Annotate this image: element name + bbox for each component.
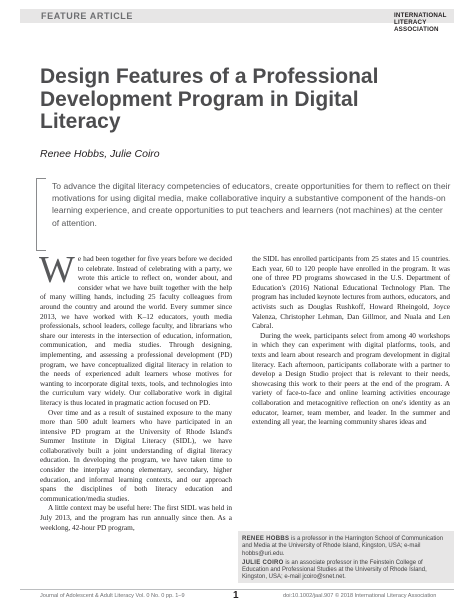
logo-line: ASSOCIATION <box>394 26 439 33</box>
article-title: Design Features of a Professional Development Program in Digital Literacy <box>40 65 379 133</box>
bio-name: RENEE HOBBS <box>242 536 290 542</box>
logo-line: INTERNATIONAL <box>394 12 447 19</box>
doi-copyright: doi:10.1002/jaal.907 © 2018 International Literacy Association <box>283 593 437 599</box>
section-label: FEATURE ARTICLE <box>41 11 133 21</box>
journal-citation: Journal of Adolescent & Adult Literacy Vol. 0 No. 0 pp. 1–9 <box>40 593 185 599</box>
left-column <box>39 249 232 532</box>
ila-logo <box>394 12 454 33</box>
paragraph-text: e had been together for five years before we decided to celebrate. Instead of celebrating with a party, we wrote this article to reflect on, wonder about, and consider what we have built together with the help of many willing hands, including 25 faculty colleagues from around the country and around the world. Every summer since 2013, we have worked with K–12 educators, youth media professionals, school leaders, college faculty, and librarians who share our interests in the intersection of education, information, communication, and media studies. Through designing, implementing, and assessing a professional development (PD) program, we have conceptualized digital literacy in relation to the needs of experienced adult learners whose motives for wanting to incorporate digital texts, tools, and technologies into the curriculum vary widely. Our collaborative work in digital literacy is thus located in pragmatic action focused on PD. <box>40 254 232 407</box>
page-number: 1 <box>233 590 239 601</box>
bio-text: is a professor in the Harrington School of Communication and Media at the University of Rhode Island, Kingston, USA; e-mail hobbs@uri.edu. <box>242 536 444 557</box>
author-bio <box>242 560 447 582</box>
bio-text: is an associate professor in the Feinstein College of Education and Professional Studies at the University of Rhode Island, Kingston, USA; e-mail jcoiro@snet.net. <box>242 559 427 581</box>
body-paragraph: A little context may be useful here: The first SIDL was held in July 2013, and the program has run annually since then. As a weeklong, 42-hour PD program, <box>40 503 232 532</box>
logo-line: LITERACY <box>394 19 427 26</box>
author-bio <box>242 536 447 558</box>
bio-name: JULIE COIRO <box>242 559 284 566</box>
article-authors: Renee Hobbs, Julie Coiro <box>40 148 160 160</box>
author-bios <box>242 536 447 584</box>
abstract: To advance the digital literacy competencies of educators, create opportunities for them to reflect on their motivations for using digital media, make collaborative inquiry a substantive component of the hands-on learning experience, and create opportunities to put teachers and learners (not machines) at the center of attention. <box>52 181 451 228</box>
drop-cap: W <box>39 249 75 291</box>
right-column <box>252 254 450 427</box>
body-paragraph: the SIDL has enrolled participants from 25 states and 15 countries. Each year, 60 to 120 people have enrolled in the program. It was one of three PD programs showcased in the U.S. Department of Education's (2016) National Educational Technology Plan. The program has included keynote lectures from authors, educators, and activists such as Douglas Rushkoff, Howard Rheingold, Joyce Valenza, Christopher Lehman, Dan Gillmor, and Nuala and Len Cabral. <box>252 254 450 331</box>
body-paragraph: During the week, participants select from among 40 workshops in which they can experiment with digital platforms, tools, and texts and learn about research and program development in digital literacy. Each afternoon, participants collaborate with a partner to develop a Design Studio project that is relevant to their needs, showcasing this work to their peers at the end of the program. A variety of face-to-face and online learning activities encourage collaboration and metacognitive reflection on one's identity as an educator, learner, team member, and leader. In the summer and extending all year, the learning community shares ideas and <box>252 330 450 427</box>
body-paragraph <box>39 249 232 408</box>
abstract-bracket <box>36 178 46 251</box>
body-paragraph: Over time and as a result of sustained exposure to the many more than 500 adult learners who have participated in an intensive PD program at the University of Rhode Island's Summer Institute in Digital Literacy (SIDL), we have collaboratively built a joint understanding of digital literacy education. In developing the program, we have taken time to consider the interplay among elementary, secondary, higher education, and informal learning contexts, and our approach spans the disciplines of both literacy education and communication/media studies. <box>40 407 232 503</box>
